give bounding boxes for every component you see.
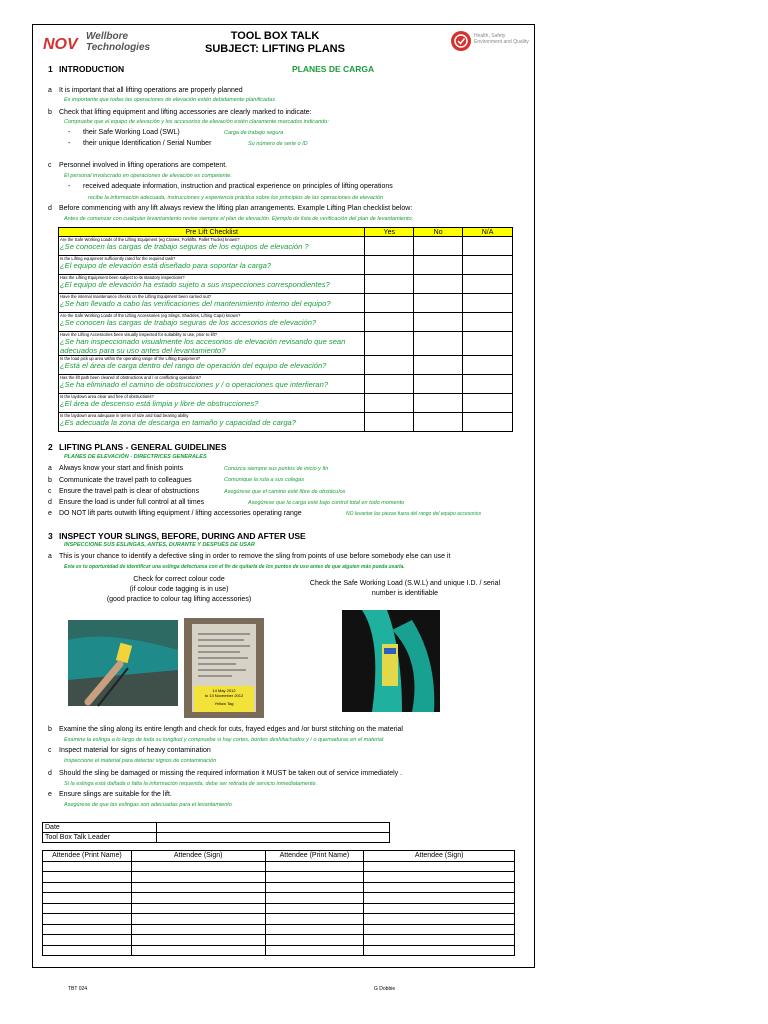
footer-author: G Dobbie [374, 986, 396, 992]
attendee-row [43, 935, 515, 946]
attendee-cell[interactable] [131, 924, 265, 935]
hse-label: Health, Safety Environment and Quality [474, 33, 529, 45]
checklist-row [59, 413, 513, 432]
s3-d-text: Should the sling be damaged or missing the required information it MUST be taken out of service immediately . [59, 770, 403, 777]
attendee-header-sign: Attendee (Sign) [131, 851, 265, 862]
checklist-yes-cell[interactable] [365, 313, 414, 332]
logo-wordmark: Wellbore Technologies [86, 31, 151, 53]
section-2-number: 2 [48, 442, 53, 452]
attendee-row [43, 861, 515, 872]
checklist-row [59, 256, 513, 275]
s1-c-text-es: El personal involucrado en operaciones de elevación es competente. [64, 173, 232, 179]
item-letter: d [48, 205, 52, 212]
checklist-question: Is the load pick up area within the operating range of the Lifting Equipment? ¿Está el área de carga dentro del rango de operación del equipo de elevación? [59, 356, 365, 375]
s3-c-text: Inspect material for signs of heavy contamination [59, 747, 211, 754]
attendee-cell[interactable] [43, 861, 132, 872]
attendee-cell[interactable] [43, 882, 132, 893]
item-letter: c [48, 747, 52, 754]
checklist-row [59, 275, 513, 294]
attendee-header-print-name: Attendee (Print Name) [43, 851, 132, 862]
s3-b-text: Examine the sling along its entire length and check for cuts, frayed edges and /or burst stitching on the material [59, 726, 403, 733]
attendee-cell[interactable] [131, 893, 265, 904]
attendee-cell[interactable] [43, 893, 132, 904]
checklist-no-cell[interactable] [414, 294, 463, 313]
s1-b1-text: their Safe Working Load (SWL) [83, 129, 180, 136]
attendee-cell[interactable] [364, 924, 515, 935]
s3-e-text: Ensure slings are suitable for the lift. [59, 791, 172, 798]
attendee-row [43, 924, 515, 935]
s1-b-text: Check that lifting equipment and lifting accessories are clearly marked to indicate: [59, 109, 312, 116]
section-2-title: LIFTING PLANS - GENERAL GUIDELINES [59, 442, 227, 452]
checklist-yes-cell[interactable] [365, 275, 414, 294]
section-1-title-es: PLANES DE CARGA [292, 64, 375, 74]
checklist-header-no: No [414, 228, 463, 237]
attendee-cell[interactable] [364, 872, 515, 883]
checklist-header-na: N/A [463, 228, 513, 237]
item-letter: c [48, 488, 52, 495]
attendee-cell[interactable] [43, 903, 132, 914]
bullet-dash: - [68, 140, 71, 147]
pre-lift-checklist-table [58, 227, 513, 432]
s3-c-text-es: Inspeccione el material para detectar signos de contaminación [64, 758, 217, 764]
attendee-cell[interactable] [131, 872, 265, 883]
item-letter: e [48, 510, 52, 517]
s2-item-text: Ensure the travel path is clear of obstructions [59, 488, 200, 495]
s3-d-text-es: Si la eslinga está dañada o falta la información requerida, debe ser retirada de servicio inmediatamente. [64, 781, 318, 787]
s2-item-text: DO NOT lift parts outwith lifting equipment / lifting accessories operating range [59, 510, 302, 517]
checklist-no-cell[interactable] [414, 256, 463, 275]
s1-d-text-es: Antes de comenzar con cualquier levantamiento revise siempre el plan de elevación. Ejemplo de lista de verificación del plan de levantamiento: [64, 216, 414, 222]
s1-a-text: It is important that all lifting operations are properly planned [59, 87, 243, 94]
attendee-cell[interactable] [364, 893, 515, 904]
attendee-cell[interactable] [364, 945, 515, 956]
checklist-question: Have the internal maintenance checks on the Lifting Equipment been carried out? ¿Se han llevado a cabo las verificaciones del mantenimiento interno del equipo? [59, 294, 365, 313]
s2-item-text-es: Asegúrese que el camino esté libre de obstáculos [224, 489, 346, 495]
s2-item-text: Always know your start and finish points [59, 465, 184, 472]
checklist-question: Is the laydown area clear and free of obstructions? ¿El área de descenso está limpia y libre de obstrucciones? [59, 394, 365, 413]
s1-b2-text-es: Su número de serie o ID [248, 141, 308, 147]
sling-swl-tag-photo [342, 610, 440, 712]
checklist-row [59, 375, 513, 394]
checklist-header-yes: Yes [365, 228, 414, 237]
checklist-question: Are the Safe Working Loads of the Lifting Accessories (eg Slings, Shackles, Lifting Caps) known? ¿Se conocen las cargas de trabajo seguras de los accesorios de elevación? [59, 313, 365, 332]
checklist-question: Is the Lifting equipment sufficiently rated for the required task? ¿El equipo de elevación está diseñado para soportar la carga? [59, 256, 365, 275]
attendee-cell[interactable] [43, 924, 132, 935]
leader-label: Tool Box Talk Leader [43, 833, 157, 843]
attendee-row [43, 903, 515, 914]
s1-b-text-es: Compruebe que el equipo de elevación y los accesorios de elevación estén claramente marcados indicando: [64, 119, 329, 125]
checklist-question: Have the Lifting Accessories been visually inspected for suitability to use, prior to lift? ¿Se han inspeccionado visualmente los accesorios de elevación revisando que sean adecuados para su uso antes del levantamiento? [59, 332, 365, 356]
attendee-cell[interactable] [265, 914, 364, 925]
talk-details-table [42, 822, 390, 843]
item-letter: a [48, 87, 52, 94]
attendee-cell[interactable] [43, 935, 132, 946]
section-1-title: INTRODUCTION [59, 64, 125, 74]
photo-caption-swl: Check the Safe Working Load (S.W.L) and unique I.D. / serial number is identifiable [309, 580, 501, 597]
attendee-cell[interactable] [265, 893, 364, 904]
attendee-row [43, 893, 515, 904]
checklist-no-cell[interactable] [414, 375, 463, 394]
checklist-na-cell[interactable] [463, 237, 513, 256]
s1-c1-text: received adequate information, instruction and practical experience on principles of lifting operations [83, 183, 393, 190]
item-letter: a [48, 553, 52, 560]
s1-d-text: Before commencing with any lift always review the lifting plan arrangements. Example Lifting Plan checklist below: [59, 205, 413, 212]
checklist-row [59, 356, 513, 375]
attendee-cell[interactable] [131, 935, 265, 946]
checklist-yes-cell[interactable] [365, 375, 414, 394]
checklist-yes-cell[interactable] [365, 237, 414, 256]
attendee-row [43, 872, 515, 883]
attendee-cell[interactable] [364, 914, 515, 925]
checklist-row [59, 237, 513, 256]
checklist-row [59, 294, 513, 313]
s1-c-text: Personnel involved in lifting operations are competent. [59, 162, 228, 169]
checklist-question: Has the lift path been cleared of obstructions and / or conflicting operations? ¿Se ha eliminado el camino de obstrucciones y / o operaciones que interfieran? [59, 375, 365, 394]
date-label: Date [43, 823, 157, 833]
s2-item-text: Communicate the travel path to colleagues [59, 477, 192, 484]
attendee-cell[interactable] [43, 872, 132, 883]
section-3-title: INSPECT YOUR SLINGS, BEFORE, DURING AND AFTER USE [59, 531, 306, 541]
s2-item-text-es: Asegúrese que la carga esté bajo control total en todo momento [248, 500, 405, 506]
item-letter: d [48, 770, 52, 777]
checklist-header-item: Pre Lift Checklist [59, 228, 365, 237]
attendee-cell[interactable] [265, 861, 364, 872]
checklist-no-cell[interactable] [414, 237, 463, 256]
attendee-header-row [43, 851, 515, 862]
attendee-cell[interactable] [131, 882, 265, 893]
checklist-na-cell[interactable] [463, 313, 513, 332]
checklist-yes-cell[interactable] [365, 413, 414, 432]
bullet-dash: - [68, 183, 71, 190]
checklist-no-cell[interactable] [414, 332, 463, 356]
svg-text:NOV: NOV [43, 36, 78, 53]
attendee-cell[interactable] [131, 945, 265, 956]
checklist-na-cell[interactable] [463, 256, 513, 275]
attendee-cell[interactable] [131, 903, 265, 914]
s1-b1-text-es: Carga de trabajo segura [224, 130, 284, 136]
checklist-na-cell[interactable] [463, 332, 513, 356]
attendee-header-sign: Attendee (Sign) [364, 851, 515, 862]
attendee-table [42, 850, 515, 956]
item-letter: a [48, 465, 52, 472]
attendee-header-print-name: Attendee (Print Name) [265, 851, 364, 862]
attendee-cell[interactable] [265, 935, 364, 946]
checklist-yes-cell[interactable] [365, 356, 414, 375]
nov-logo [42, 32, 78, 53]
checklist-na-cell[interactable] [463, 356, 513, 375]
s2-item-text-es: Comunique la ruta a sus colegas [224, 477, 305, 483]
s3-b-text-es: Examine la eslinga a lo largo de toda su longitud y compruebe si hay cortes, bordes deshilachados y / o quemaduras en el material [64, 737, 384, 743]
footer-doc-ref: TBT 024 [68, 986, 88, 992]
item-letter: b [48, 726, 52, 733]
attendee-cell[interactable] [364, 935, 515, 946]
yellow-tag-label: 14 May 2012 to 13 November 2012 Yellow Tag [204, 688, 244, 706]
checklist-yes-cell[interactable] [365, 332, 414, 356]
attendee-row [43, 882, 515, 893]
s3-a-text: This is your chance to identify a defective sling in order to remove the sling from points of use before somebody else can use it [59, 553, 451, 560]
checklist-na-cell[interactable] [463, 413, 513, 432]
checklist-row [59, 394, 513, 413]
bullet-dash: - [68, 129, 71, 136]
attendee-cell[interactable] [265, 924, 364, 935]
section-3-title-es: INSPECCIONE SUS ESLINGAS, ANTES, DURANTE Y DESPUÉS DE USAR [64, 542, 255, 548]
checklist-no-cell[interactable] [414, 394, 463, 413]
attendee-cell[interactable] [364, 882, 515, 893]
attendee-row [43, 945, 515, 956]
section-1-number: 1 [48, 64, 53, 74]
checklist-no-cell[interactable] [414, 356, 463, 375]
section-2-title-es: PLANES DE ELEVACIÓN - DIRECTRICES GENERALES [64, 454, 207, 460]
s1-c1-text-es: recibe la información adecuada, instrucciones y experiencia práctica sobre los principios de las operaciones de elevación [88, 195, 384, 201]
attendee-cell[interactable] [43, 945, 132, 956]
checklist-row [59, 332, 513, 356]
attendee-cell[interactable] [265, 903, 364, 914]
page-subject: SUBJECT: LIFTING PLANS [205, 43, 345, 55]
checklist-na-cell[interactable] [463, 294, 513, 313]
page-title: TOOL BOX TALK [230, 30, 320, 42]
checklist-question: Is the laydown area adequate in terms of size and load bearing ability ¿Es adecuada la zona de descarga en tamaño y capacidad de carga? [59, 413, 365, 432]
checklist-na-cell[interactable] [463, 275, 513, 294]
checklist-na-cell[interactable] [463, 394, 513, 413]
section-3-number: 3 [48, 531, 53, 541]
checklist-no-cell[interactable] [414, 313, 463, 332]
checklist-header-row [59, 228, 513, 237]
sling-colour-tag-photo [68, 620, 178, 706]
attendee-cell[interactable] [265, 872, 364, 883]
attendee-cell[interactable] [364, 861, 515, 872]
s1-a-text-es: Es importante que todas las operaciones de elevación estén debidamente planificadas [64, 97, 275, 103]
checklist-na-cell[interactable] [463, 375, 513, 394]
photo-caption-colour-code: Check for correct colour code (if colour code tagging is in use) (good practice to colour tag lifting accessories) [106, 576, 252, 603]
date-field[interactable] [156, 823, 389, 833]
s2-item-text: Ensure the load is under full control at all times [59, 499, 205, 506]
s2-item-text-es: NO levantar las piezas fuera del rango del equipo accesorios [346, 511, 482, 517]
checklist-yes-cell[interactable] [365, 394, 414, 413]
hse-logo-icon [451, 31, 471, 51]
attendee-cell[interactable] [131, 861, 265, 872]
checklist-no-cell[interactable] [414, 413, 463, 432]
attendee-cell[interactable] [364, 903, 515, 914]
s3-a-text-es: Esta es tu oportunidad de identificar una eslinga defectuosa con el fin de quitarla de los puntos de uso antes de que alguien más pueda usarla. [64, 564, 405, 570]
leader-field[interactable] [156, 833, 389, 843]
checklist-question: Has the Lifting Equipment been subject to its statutory inspections? ¿El equipo de elevación ha estado sujeto a sus inspecciones correspondientes? [59, 275, 365, 294]
item-letter: c [48, 162, 52, 169]
checklist-row [59, 313, 513, 332]
s3-e-text-es: Asegúrese de que las eslingas son adecuadas para el levantamiento [64, 802, 232, 808]
attendee-cell[interactable] [265, 882, 364, 893]
item-letter: b [48, 109, 52, 116]
attendee-cell[interactable] [43, 914, 132, 925]
s2-item-text-es: Conozca siempre sus puntos de inicio y fin [224, 466, 329, 472]
attendee-row [43, 914, 515, 925]
checklist-yes-cell[interactable] [365, 294, 414, 313]
item-letter: b [48, 477, 52, 484]
attendee-cell[interactable] [265, 945, 364, 956]
s1-b2-text: their unique Identification / Serial Number [83, 140, 212, 147]
checklist-yes-cell[interactable] [365, 256, 414, 275]
checklist-no-cell[interactable] [414, 275, 463, 294]
item-letter: e [48, 791, 52, 798]
item-letter: d [48, 499, 52, 506]
checklist-question: Are the Safe Working Loads of the Lifting Equipment (eg Cranes, Forklifts, Pallet Trucks) known? ¿Se conocen las cargas de trabajo seguras de los equipos de elevación ? [59, 237, 365, 256]
attendee-cell[interactable] [131, 914, 265, 925]
